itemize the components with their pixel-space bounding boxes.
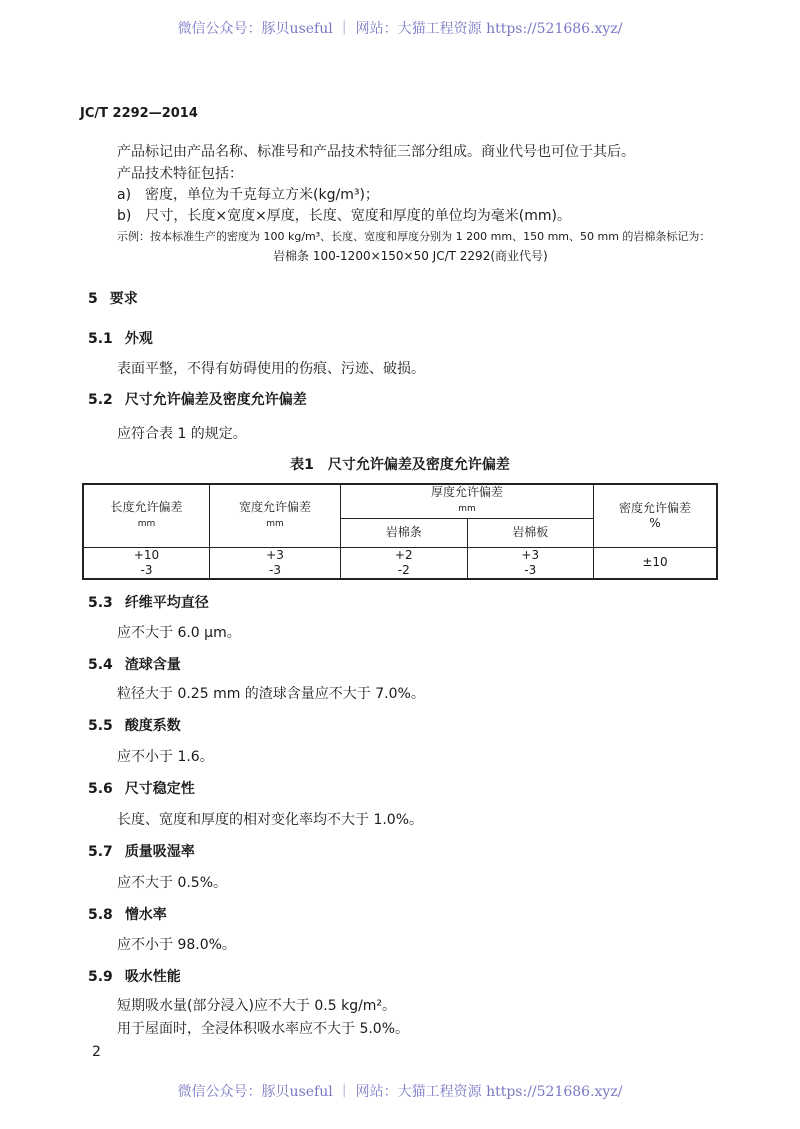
watermark-bottom: 微信公众号：豚贝useful ｜ 网站：大猫工程资源 https://521686.xyz/ xyxy=(177,1084,623,1100)
cell-text: % xyxy=(649,515,661,530)
cell-text: +3 xyxy=(266,547,284,562)
standard-header: JC/T 2292—2014 xyxy=(80,106,198,121)
intro-line: 产品技术特征包括： xyxy=(117,166,243,182)
table-title: 表1 尺寸允许偏差及密度允许偏差 xyxy=(290,457,510,473)
section-title: 吸水性能 xyxy=(124,969,181,985)
watermark-top: 微信公众号：豚贝useful ｜ 网站：大猫工程资源 https://521686.xyz/ xyxy=(177,21,623,37)
section-body: 应不小于 98.0%。 xyxy=(117,937,236,953)
header-density xyxy=(594,484,718,547)
section-heading xyxy=(88,966,181,986)
subheader-board: 岩棉板 xyxy=(467,518,594,547)
cell-text: 长度允许偏差 xyxy=(110,499,183,514)
cell-text: 厚度允许偏差 xyxy=(430,485,503,500)
cell-text: -3 xyxy=(140,562,153,577)
cell-text: +2 xyxy=(394,547,413,562)
cell-text: -3 xyxy=(524,562,537,577)
cell-text: -2 xyxy=(397,562,410,577)
section-number: 5.9 xyxy=(88,969,113,985)
cell-text: 宽度允许偏差 xyxy=(238,499,311,514)
section-heading xyxy=(88,328,153,348)
cell-text: +3 xyxy=(521,547,540,562)
cell-board xyxy=(467,547,594,579)
section-number: 5 xyxy=(88,291,98,307)
section-heading xyxy=(88,715,181,735)
section-body: 长度、宽度和厚度的相对变化率均不大于 1.0%。 xyxy=(117,812,424,828)
example-text: 示例：按本标准生产的密度为 100 kg/m³、长度、宽度和厚度分别为 1 200 mm、150 mm、50 mm 的岩棉条标记为： xyxy=(117,230,711,243)
section-body: 短期吸水量(部分浸入)应不大于 0.5 kg/m²。 xyxy=(117,998,397,1014)
section-heading xyxy=(88,841,195,861)
section-heading xyxy=(88,288,138,308)
section-title: 渣球含量 xyxy=(124,657,181,673)
section-body: 应不大于 0.5%。 xyxy=(117,875,228,891)
section-title: 质量吸湿率 xyxy=(124,844,195,860)
cell-width xyxy=(210,547,341,579)
header-length xyxy=(83,484,210,547)
tolerance-table xyxy=(82,483,718,580)
section-number: 5.8 xyxy=(88,907,113,923)
section-body: 粒径大于 0.25 mm 的渣球含量应不大于 7.0%。 xyxy=(117,686,425,702)
intro-line: b) 尺寸，长度×宽度×厚度，长度、宽度和厚度的单位均为毫米(mm)。 xyxy=(117,208,572,224)
section-body: 表面平整，不得有妨碍使用的伤痕、污迹、破损。 xyxy=(117,361,425,377)
cell-text: 密度允许偏差 xyxy=(618,500,691,515)
section-title: 尺寸稳定性 xyxy=(124,781,195,797)
cell-density: ±10 xyxy=(594,547,718,579)
example-mark: 岩棉条 100-1200×150×50 JC/T 2292(商业代号) xyxy=(273,249,548,263)
section-body: 应不大于 6.0 μm。 xyxy=(117,625,241,641)
cell-text: mm xyxy=(137,518,156,529)
section-heading xyxy=(88,592,209,612)
intro-line: a) 密度，单位为千克每立方米(kg/m³)； xyxy=(117,187,379,203)
cell-text: mm xyxy=(458,504,476,515)
section-title: 纤维平均直径 xyxy=(124,595,209,611)
cell-text: -3 xyxy=(269,562,281,577)
section-number: 5.1 xyxy=(88,331,113,347)
section-body: 用于屋面时，全浸体积吸水率应不大于 5.0%。 xyxy=(117,1021,410,1037)
section-number: 5.4 xyxy=(88,657,113,673)
cell-text: +10 xyxy=(133,547,160,562)
header-thickness xyxy=(341,484,594,518)
section-heading xyxy=(88,389,307,409)
subheader-strip: 岩棉条 xyxy=(341,518,468,547)
section-number: 5.3 xyxy=(88,595,113,611)
section-body: 应符合表 1 的规定。 xyxy=(117,426,247,442)
section-number: 5.7 xyxy=(88,844,113,860)
section-heading xyxy=(88,904,167,924)
section-body: 应不小于 1.6。 xyxy=(117,749,214,765)
section-title: 外观 xyxy=(124,331,153,347)
section-title: 酸度系数 xyxy=(124,718,181,734)
section-number: 5.5 xyxy=(88,718,113,734)
section-number: 5.2 xyxy=(88,392,113,408)
section-title: 要求 xyxy=(109,291,138,307)
page-number: 2 xyxy=(92,1044,101,1060)
cell-length xyxy=(83,547,210,579)
section-number: 5.6 xyxy=(88,781,113,797)
section-title: 尺寸允许偏差及密度允许偏差 xyxy=(124,392,307,408)
cell-strip xyxy=(341,547,468,579)
section-heading xyxy=(88,654,181,674)
cell-text: mm xyxy=(266,518,284,529)
intro-line: 产品标记由产品名称、标准号和产品技术特征三部分组成。商业代号也可位于其后。 xyxy=(117,144,635,160)
header-width xyxy=(210,484,341,547)
section-heading xyxy=(88,778,195,798)
section-title: 憎水率 xyxy=(124,907,167,923)
